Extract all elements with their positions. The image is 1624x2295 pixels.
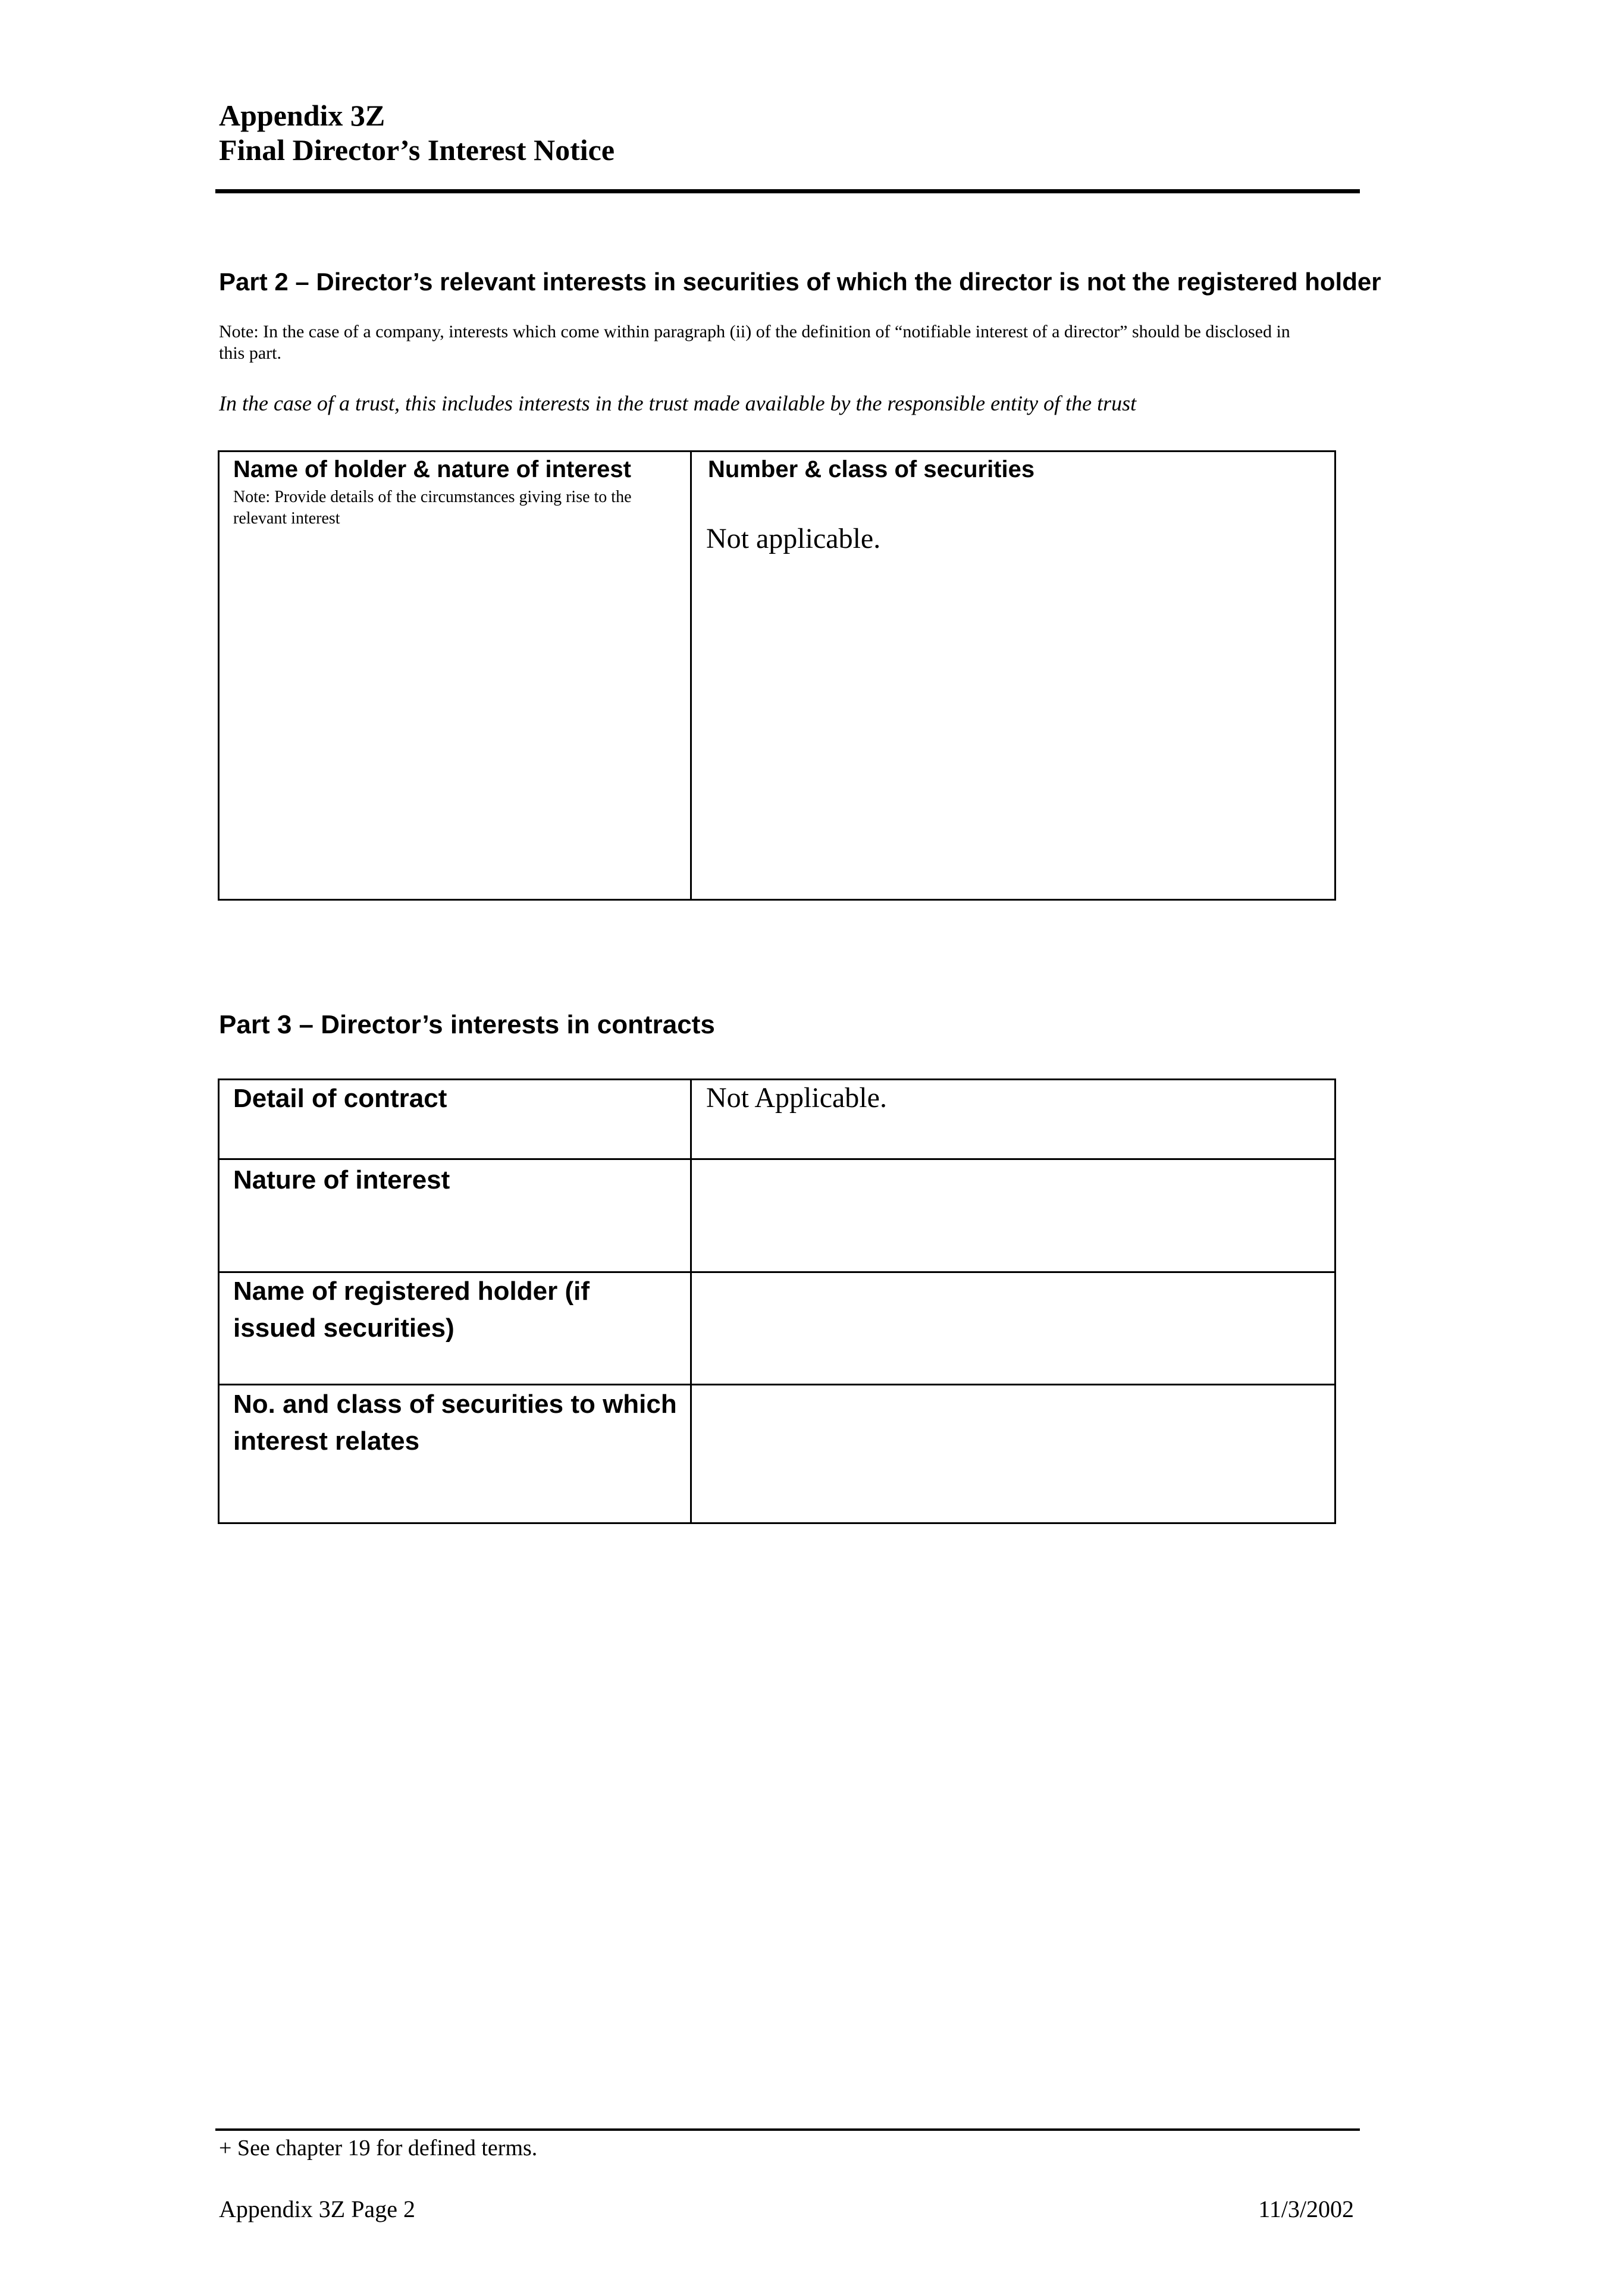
part2-title: Part 2 – Director’s relevant interests in securities of which the director is not the registered holder — [219, 268, 1381, 296]
part3-row-separator — [218, 1384, 1336, 1385]
detail-of-contract-value: Not Applicable. — [706, 1082, 887, 1114]
footer-rule — [215, 2128, 1360, 2131]
part3-title: Part 3 – Director’s interests in contracts — [219, 1010, 715, 1039]
holder-interest-heading: Name of holder & nature of interest — [233, 456, 631, 482]
registered-holder-label: Name of registered holder (if issued securities) — [233, 1277, 590, 1343]
securities-heading: Number & class of securities — [708, 456, 1035, 482]
footer-date: 11/3/2002 — [1258, 2196, 1354, 2222]
document-title: Final Director’s Interest Notice — [219, 133, 615, 167]
header-rule — [215, 189, 1360, 193]
appendix-label: Appendix 3Z — [219, 99, 385, 132]
part3-row-separator — [218, 1158, 1336, 1160]
part2-table-divider — [690, 450, 692, 901]
securities-value: Not applicable. — [706, 523, 881, 554]
holder-interest-note: Note: Provide details of the circumstances giving rise to the relevant interest — [233, 488, 632, 528]
defined-terms-note: + See chapter 19 for defined terms. — [219, 2136, 538, 2161]
part3-table-divider — [690, 1078, 692, 1524]
nature-of-interest-label: Nature of interest — [233, 1165, 450, 1194]
detail-of-contract-label: Detail of contract — [233, 1084, 447, 1113]
part2-note: Note: In the case of a company, interests which come within paragraph (ii) of the definition of “notifiable interest of a director” should be disclosed in this part. — [219, 322, 1290, 363]
page-number: Appendix 3Z Page 2 — [219, 2196, 415, 2222]
part2-trust-note: In the case of a trust, this includes interests in the trust made available by the responsible entity of the trust — [219, 391, 1137, 415]
securities-class-label: No. and class of securities to which interest relates — [233, 1390, 677, 1456]
